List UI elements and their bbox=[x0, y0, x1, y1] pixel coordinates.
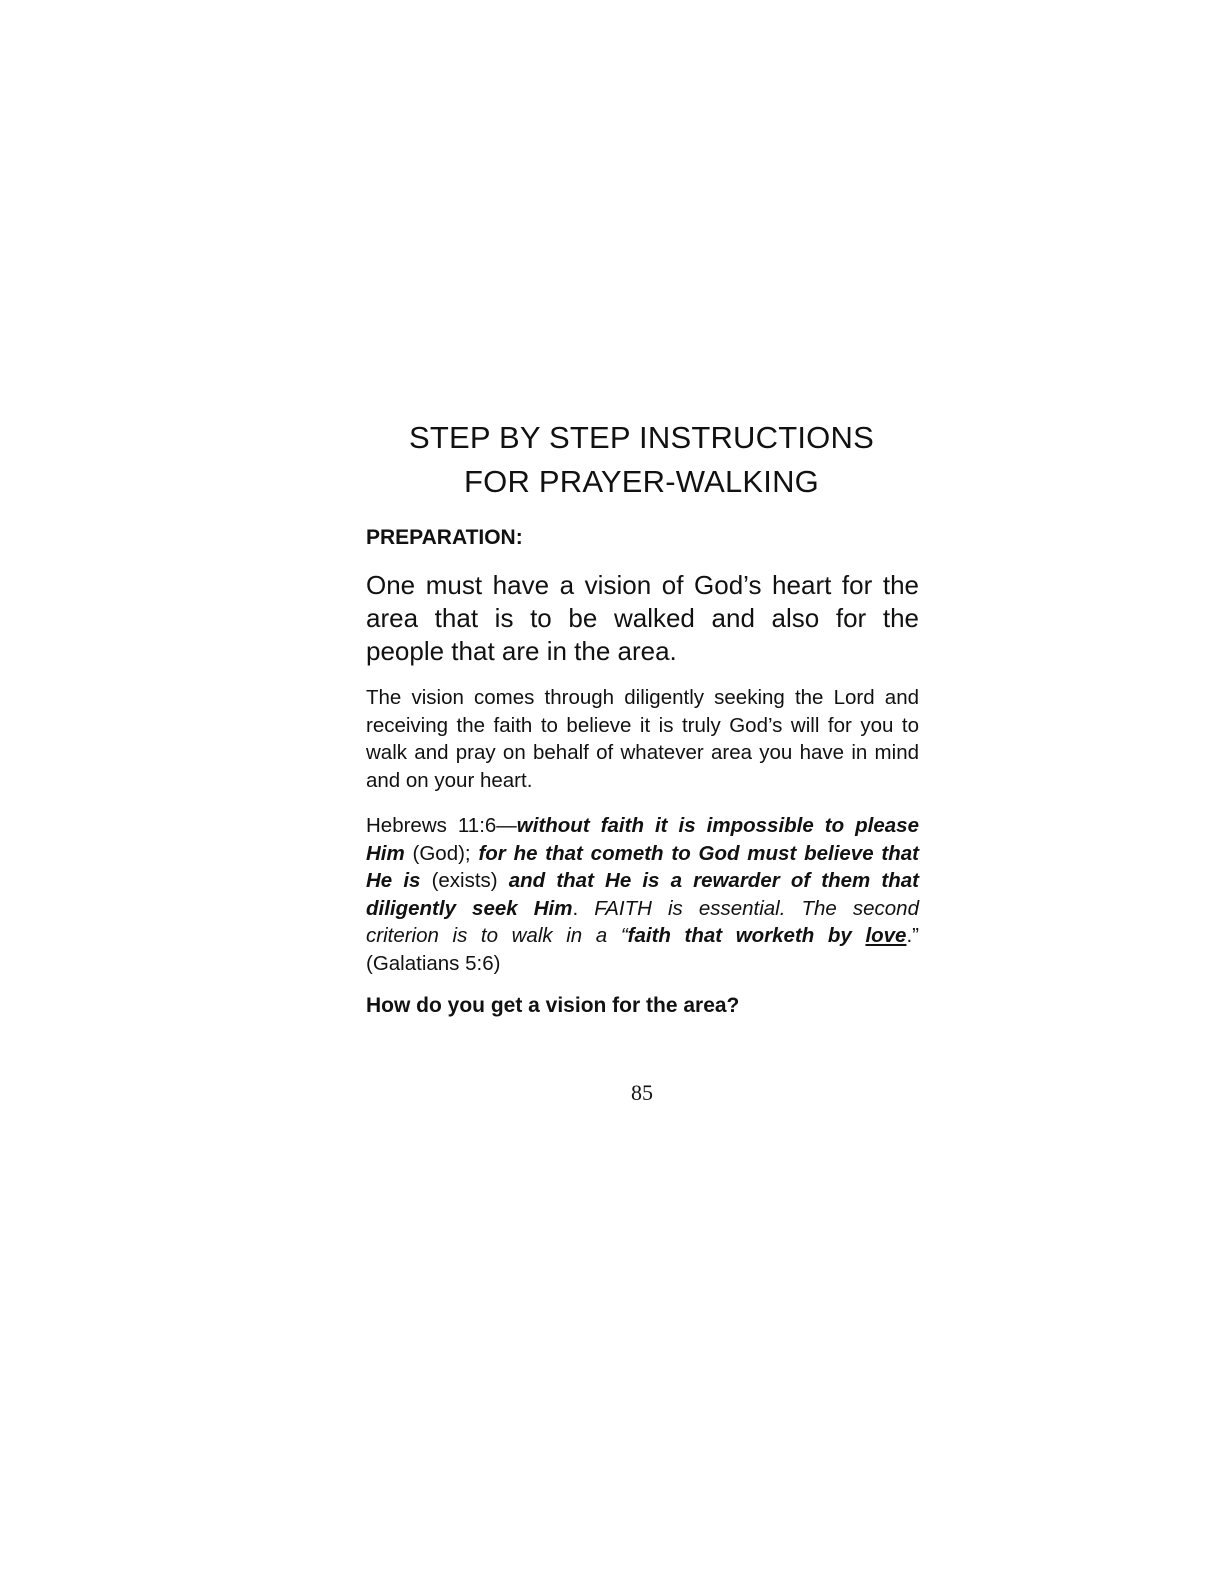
scripture-paragraph bbox=[366, 812, 919, 977]
scripture-aside-3: . bbox=[572, 896, 595, 920]
page-title bbox=[300, 416, 983, 504]
title-line-1: STEP BY STEP INSTRUCTIONS bbox=[409, 420, 874, 455]
vision-paragraph: The vision comes through diligently seeking the Lord and receiving the faith to believe it is truly God’s will for you to walk and pray on behalf of whatever area you have in mind and on your heart. bbox=[366, 686, 919, 792]
question-heading: How do you get a vision for the area? bbox=[366, 994, 740, 1017]
scripture-quote-4: faith that worketh by bbox=[627, 924, 866, 947]
title-line-2: FOR PRAYER-WALKING bbox=[464, 464, 819, 499]
scripture-citation: (Galatians 5:6) bbox=[366, 951, 501, 975]
scripture-reference: Hebrews 11:6— bbox=[366, 814, 517, 837]
page-number: 85 bbox=[631, 1080, 653, 1105]
scripture-quote-love: love bbox=[865, 924, 907, 947]
scripture-quote-2: for he that cometh to God must believe that He is bbox=[366, 841, 919, 892]
quote-open-mark: “ bbox=[620, 924, 628, 947]
scripture-aside-1: (God); bbox=[404, 841, 479, 865]
preparation-heading: PREPARATION: bbox=[366, 526, 523, 549]
quote-close-mark: .” bbox=[906, 924, 919, 947]
scripture-comment: FAITH is essential. The second criterion is to walk in a bbox=[366, 896, 919, 947]
lead-paragraph: One must have a vision of God’s heart for the area that is to be walked and also for the people that are in the area. bbox=[366, 570, 919, 666]
scripture-aside-2: (exists) bbox=[420, 869, 509, 892]
scripture-quote-1: without faith it is impossible to please Him bbox=[366, 814, 919, 865]
scripture-quote-3: and that He is a rewarder of them that diligently seek Him bbox=[366, 869, 919, 920]
